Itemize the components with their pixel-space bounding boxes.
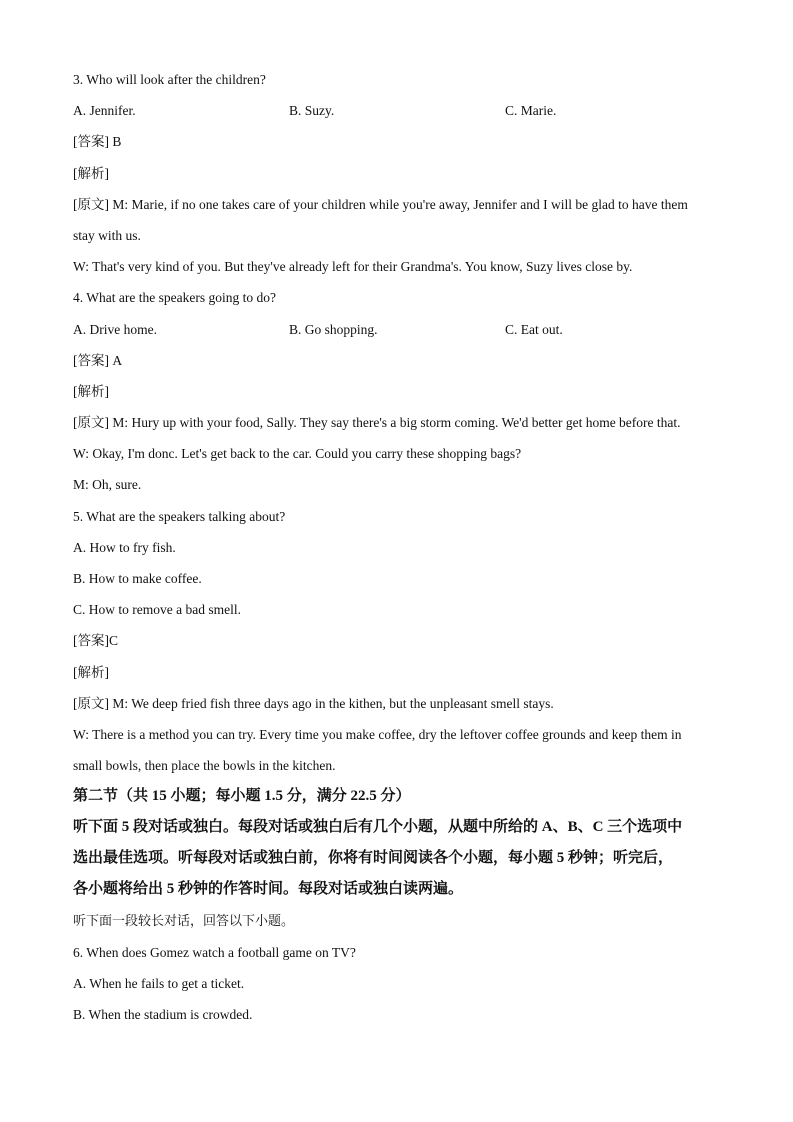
- document-page: [73, 64, 733, 1030]
- q3-option-a: A. Jennifer.: [73, 103, 136, 119]
- q5-answer: [答案]C: [73, 633, 118, 649]
- q6-option-b: B. When the stadium is crowded.: [73, 1006, 253, 1022]
- q5-option-a: A. How to fry fish.: [73, 539, 176, 555]
- q4-options: [73, 314, 733, 345]
- q4-option-a: A. Drive home.: [73, 321, 157, 337]
- q3-analysis: [解析]: [73, 165, 109, 181]
- q3-transcript-line-2: stay with us.: [73, 227, 141, 243]
- q4-transcript-line-1: [原文] M: Hury up with your food, Sally. They say there's a big storm coming. We'd better get home before that.: [73, 415, 681, 431]
- sub-instruction: 听下面一段较长对话，回答以下小题。: [73, 913, 295, 929]
- q4-question: 4. What are the speakers going to do?: [73, 290, 276, 306]
- q5-option-b: B. How to make coffee.: [73, 571, 202, 586]
- q6-question: 6. When does Gomez watch a football game on TV?: [73, 944, 356, 960]
- q5-question: 5. What are the speakers talking about?: [73, 508, 286, 524]
- q6-option-a: A. When he fails to get a ticket.: [73, 975, 245, 991]
- section-instruction-line-2: 选出最佳选项。听每段对话或独白前，你将有时间阅读各个小题，每小题 5 秒钟；听完后，: [73, 850, 674, 867]
- q4-option-c: C. Eat out.: [505, 321, 563, 337]
- q3-answer: [答案] B: [73, 134, 122, 150]
- q3-options: [73, 95, 733, 126]
- section-heading: 第二节（共 15 小题；每小题 1.5 分，满分 22.5 分）: [73, 788, 411, 805]
- q3-option-b: B. Suzy.: [289, 103, 335, 119]
- q4-option-b: B. Go shopping.: [289, 321, 378, 337]
- q4-analysis: [解析]: [73, 383, 109, 399]
- q4-transcript-line-2: W: Okay, I'm donc. Let's get back to the car. Could you carry these shopping bags?: [73, 446, 522, 462]
- q5-analysis: [解析]: [73, 664, 109, 680]
- section-instruction-line-1: 听下面 5 段对话或独白。每段对话或独白后有几个小题，从题中所给的 A、B、C 三个选项中: [73, 819, 683, 836]
- q4-answer: [答案] A: [73, 352, 123, 368]
- section-instruction-line-3: 各小题将给出 5 秒钟的作答时间。每段对话或独白读两遍。: [73, 881, 464, 898]
- q4-transcript-line-3: M: Oh, sure.: [73, 477, 142, 493]
- q3-transcript-line-3: W: That's very kind of you. But they've already left for their Grandma's. You know, Suzy lives close by.: [73, 259, 633, 275]
- q3-question: 3. Who will look after the children?: [73, 72, 266, 87]
- q3-option-c: C. Marie.: [505, 103, 557, 119]
- q5-option-c: C. How to remove a bad smell.: [73, 602, 241, 618]
- q5-transcript-line-3: small bowls, then place the bowls in the kitchen.: [73, 758, 336, 774]
- q5-transcript-line-1: [原文] M: We deep fried fish three days ago in the kithen, but the unpleasant smell stays.: [73, 695, 554, 711]
- q3-transcript-line-1: [原文] M: Marie, if no one takes care of your children while you're away, Jennifer and I will be glad to have them: [73, 196, 688, 212]
- q5-transcript-line-2: W: There is a method you can try. Every time you make coffee, dry the leftover coffee grounds and keep them in: [73, 726, 682, 742]
